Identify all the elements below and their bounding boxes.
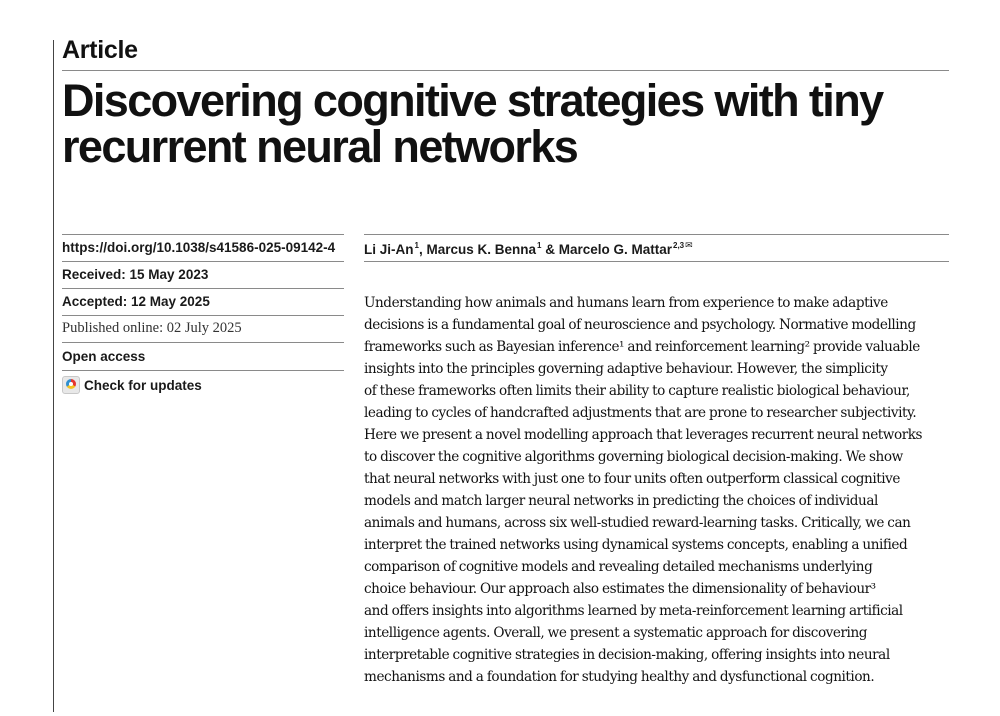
abstract-line: Understanding how animals and humans learn from experience to make adaptive <box>364 295 888 311</box>
article-title-line-1: Discovering cognitive strategies with tiny <box>62 75 883 126</box>
author-affiliation: 1 <box>537 241 542 250</box>
abstract-line: interpret the trained networks using dynamical systems concepts, enabling a unified <box>364 537 908 553</box>
abstract-line: frameworks such as Bayesian inference¹ and reinforcement learning² provide valuable <box>364 339 920 355</box>
mail-icon[interactable]: ✉ <box>685 240 693 250</box>
meta-divider <box>62 315 344 316</box>
abstract-line: insights into the principles governing adaptive behaviour. However, the simplicity <box>364 361 888 377</box>
author-name[interactable]: Marcus K. Benna <box>426 242 536 257</box>
open-access-label: Open access <box>62 349 146 364</box>
authors-top-divider <box>364 234 949 235</box>
left-margin-rule <box>53 40 54 712</box>
abstract-line: Here we present a novel modelling approach that leverages recurrent neural networks <box>364 427 923 443</box>
meta-divider <box>62 288 344 289</box>
article-title-line-2: recurrent neural networks <box>62 121 578 172</box>
abstract-line: mechanisms and a foundation for studying healthy and dysfunctional cognition. <box>364 669 875 685</box>
authors-bottom-divider <box>364 261 949 262</box>
abstract-line: animals and humans, across six well-studied reward-learning tasks. Critically, we can <box>364 515 911 531</box>
received-date: Received: 15 May 2023 <box>62 267 209 282</box>
published-date: Published online: 02 July 2025 <box>62 320 242 336</box>
doi-link[interactable]: https://doi.org/10.1038/s41586-025-09142-4 <box>62 240 336 255</box>
abstract-line: models and match larger neural networks in predicting the choices of individual <box>364 493 878 509</box>
abstract-line: leading to cycles of handcrafted adjustments that are prone to researcher subjectivity. <box>364 405 917 421</box>
meta-divider <box>62 370 344 371</box>
abstract-line: intelligence agents. Overall, we present a systematic approach for discovering <box>364 625 868 641</box>
header-divider <box>62 70 949 71</box>
author-list <box>364 240 949 257</box>
abstract-line: to discover the cognitive algorithms governing biological decision-making. We show <box>364 449 903 465</box>
author-name[interactable]: Marcelo G. Mattar <box>558 242 672 257</box>
article-type-label: Article <box>62 36 138 64</box>
abstract-line: comparison of cognitive models and revealing detailed mechanisms underlying <box>364 559 873 575</box>
author-separator: & <box>541 242 559 257</box>
abstract-line: decisions is a fundamental goal of neuroscience and psychology. Normative modelling <box>364 317 916 333</box>
abstract <box>364 292 964 688</box>
author-separator: , <box>418 242 427 257</box>
abstract-line: that neural networks with just one to four units often outperform classical cognitive <box>364 471 900 487</box>
check-for-updates-label: Check for updates <box>84 377 202 393</box>
author-affiliation: 2,3 <box>673 241 685 250</box>
crossmark-icon <box>62 376 80 394</box>
article-title <box>62 75 962 172</box>
meta-divider <box>62 261 344 262</box>
meta-divider <box>62 342 344 343</box>
abstract-line: interpretable cognitive strategies in decision-making, offering insights into neural <box>364 647 890 663</box>
meta-top-divider <box>62 234 344 235</box>
author-name[interactable]: Li Ji-An <box>364 242 414 257</box>
author-affiliation: 1 <box>414 241 419 250</box>
abstract-line: choice behaviour. Our approach also estimates the dimensionality of behaviour³ <box>364 581 876 597</box>
abstract-line: of these frameworks often limits their ability to capture realistic biological behaviour, <box>364 383 910 399</box>
accepted-date: Accepted: 12 May 2025 <box>62 294 210 309</box>
check-for-updates-button[interactable] <box>62 376 344 394</box>
abstract-line: and offers insights into algorithms learned by meta-reinforcement learning artificial <box>364 603 903 619</box>
